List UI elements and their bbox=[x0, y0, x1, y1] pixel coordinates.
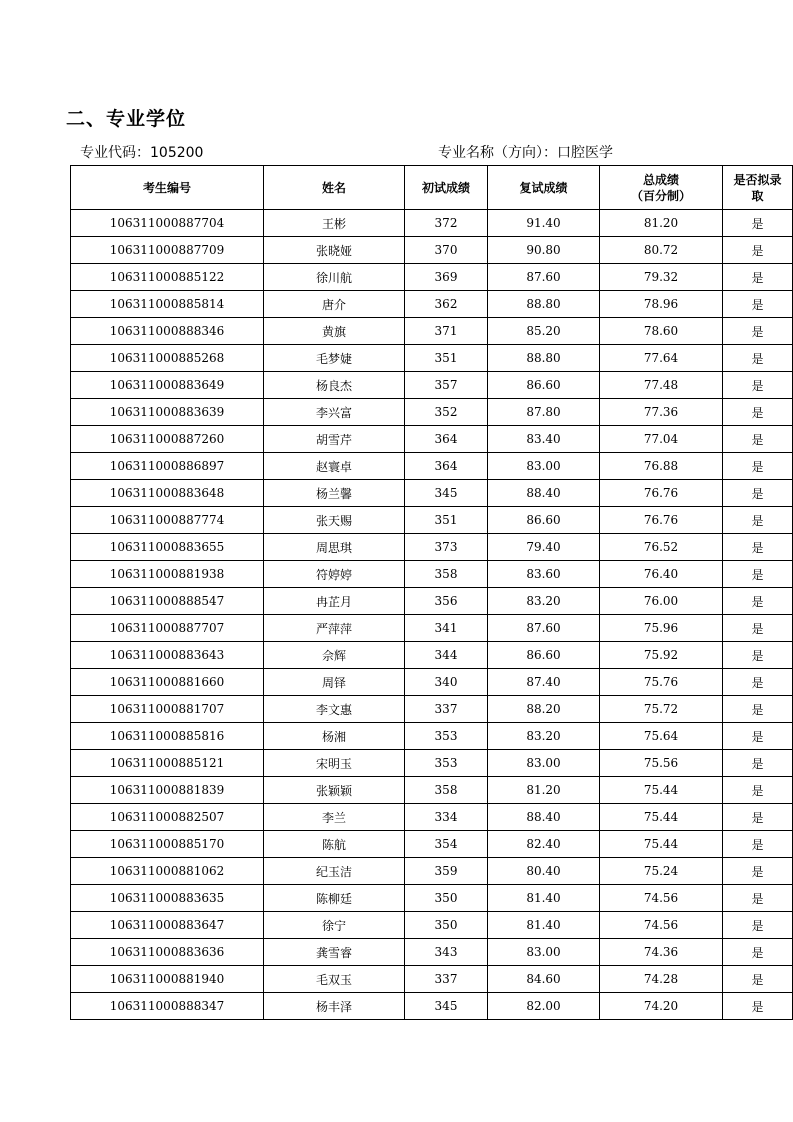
prelim-score-cell: 364 bbox=[405, 426, 488, 453]
retest-score-cell: 79.40 bbox=[488, 534, 600, 561]
retest-score-cell: 83.40 bbox=[488, 426, 600, 453]
candidate-id-cell: 106311000887707 bbox=[71, 615, 264, 642]
name-cell: 张晓娅 bbox=[264, 237, 405, 264]
name-cell: 严萍萍 bbox=[264, 615, 405, 642]
total-score-cell: 74.36 bbox=[600, 939, 723, 966]
table-row bbox=[71, 696, 793, 723]
table-row bbox=[71, 426, 793, 453]
admission-cell: 是 bbox=[723, 723, 793, 750]
retest-score-cell: 88.40 bbox=[488, 804, 600, 831]
prelim-score-cell: 358 bbox=[405, 561, 488, 588]
prelim-score-cell: 353 bbox=[405, 723, 488, 750]
prelim-score-cell: 337 bbox=[405, 696, 488, 723]
name-cell: 周铎 bbox=[264, 669, 405, 696]
prelim-score-cell: 350 bbox=[405, 912, 488, 939]
retest-score-cell: 91.40 bbox=[488, 210, 600, 237]
candidate-id-cell: 106311000883655 bbox=[71, 534, 264, 561]
candidate-id-cell: 106311000883643 bbox=[71, 642, 264, 669]
candidate-id-cell: 106311000883636 bbox=[71, 939, 264, 966]
name-cell: 毛双玉 bbox=[264, 966, 405, 993]
table-row bbox=[71, 939, 793, 966]
table-row bbox=[71, 480, 793, 507]
admission-cell: 是 bbox=[723, 993, 793, 1020]
table-row bbox=[71, 777, 793, 804]
header-name: 姓名 bbox=[264, 166, 405, 210]
prelim-score-cell: 357 bbox=[405, 372, 488, 399]
table-row bbox=[71, 318, 793, 345]
name-cell: 张颖颖 bbox=[264, 777, 405, 804]
name-cell: 徐宁 bbox=[264, 912, 405, 939]
table-row bbox=[71, 723, 793, 750]
prelim-score-cell: 341 bbox=[405, 615, 488, 642]
total-score-cell: 77.36 bbox=[600, 399, 723, 426]
table-row bbox=[71, 399, 793, 426]
total-score-cell: 74.28 bbox=[600, 966, 723, 993]
admission-cell: 是 bbox=[723, 210, 793, 237]
retest-score-cell: 81.20 bbox=[488, 777, 600, 804]
retest-score-cell: 83.00 bbox=[488, 453, 600, 480]
candidate-id-cell: 106311000887774 bbox=[71, 507, 264, 534]
admission-cell: 是 bbox=[723, 264, 793, 291]
admission-cell: 是 bbox=[723, 885, 793, 912]
name-cell: 赵寰卓 bbox=[264, 453, 405, 480]
retest-score-cell: 86.60 bbox=[488, 372, 600, 399]
name-cell: 杨兰馨 bbox=[264, 480, 405, 507]
name-cell: 李兰 bbox=[264, 804, 405, 831]
name-cell: 黄旗 bbox=[264, 318, 405, 345]
table-row bbox=[71, 831, 793, 858]
prelim-score-cell: 351 bbox=[405, 507, 488, 534]
table-row bbox=[71, 588, 793, 615]
name-cell: 王彬 bbox=[264, 210, 405, 237]
prelim-score-cell: 350 bbox=[405, 885, 488, 912]
name-cell: 杨湘 bbox=[264, 723, 405, 750]
table-row bbox=[71, 264, 793, 291]
major-name: 专业名称（方向）：口腔医学 bbox=[438, 145, 613, 161]
prelim-score-cell: 369 bbox=[405, 264, 488, 291]
total-score-cell: 81.20 bbox=[600, 210, 723, 237]
prelim-score-cell: 356 bbox=[405, 588, 488, 615]
name-cell: 毛梦婕 bbox=[264, 345, 405, 372]
table-row bbox=[71, 885, 793, 912]
prelim-score-cell: 359 bbox=[405, 858, 488, 885]
name-cell: 冉芷月 bbox=[264, 588, 405, 615]
total-score-cell: 74.56 bbox=[600, 912, 723, 939]
candidate-id-cell: 106311000883648 bbox=[71, 480, 264, 507]
candidate-id-cell: 106311000885268 bbox=[71, 345, 264, 372]
table-row bbox=[71, 912, 793, 939]
table-row bbox=[71, 561, 793, 588]
total-score-cell: 78.96 bbox=[600, 291, 723, 318]
admission-cell: 是 bbox=[723, 372, 793, 399]
total-score-cell: 74.20 bbox=[600, 993, 723, 1020]
total-score-cell: 80.72 bbox=[600, 237, 723, 264]
name-cell: 胡雪芹 bbox=[264, 426, 405, 453]
prelim-score-cell: 371 bbox=[405, 318, 488, 345]
retest-score-cell: 83.20 bbox=[488, 723, 600, 750]
retest-score-cell: 88.80 bbox=[488, 291, 600, 318]
total-score-cell: 75.92 bbox=[600, 642, 723, 669]
candidate-id-cell: 106311000888346 bbox=[71, 318, 264, 345]
candidate-id-cell: 106311000881839 bbox=[71, 777, 264, 804]
table-body bbox=[71, 210, 793, 1020]
table-row bbox=[71, 804, 793, 831]
prelim-score-cell: 373 bbox=[405, 534, 488, 561]
prelim-score-cell: 334 bbox=[405, 804, 488, 831]
prelim-score-cell: 337 bbox=[405, 966, 488, 993]
total-score-cell: 75.44 bbox=[600, 804, 723, 831]
name-cell: 陈柳廷 bbox=[264, 885, 405, 912]
retest-score-cell: 83.00 bbox=[488, 750, 600, 777]
name-cell: 唐介 bbox=[264, 291, 405, 318]
total-score-cell: 75.64 bbox=[600, 723, 723, 750]
admission-cell: 是 bbox=[723, 831, 793, 858]
admission-cell: 是 bbox=[723, 777, 793, 804]
retest-score-cell: 83.60 bbox=[488, 561, 600, 588]
total-score-cell: 76.76 bbox=[600, 480, 723, 507]
admission-cell: 是 bbox=[723, 804, 793, 831]
name-cell: 符婷婷 bbox=[264, 561, 405, 588]
total-score-cell: 78.60 bbox=[600, 318, 723, 345]
prelim-score-cell: 354 bbox=[405, 831, 488, 858]
admission-cell: 是 bbox=[723, 426, 793, 453]
table-row bbox=[71, 642, 793, 669]
retest-score-cell: 88.40 bbox=[488, 480, 600, 507]
name-cell: 杨良杰 bbox=[264, 372, 405, 399]
candidate-id-cell: 106311000883649 bbox=[71, 372, 264, 399]
header-retest-score: 复试成绩 bbox=[488, 166, 600, 210]
retest-score-cell: 83.20 bbox=[488, 588, 600, 615]
retest-score-cell: 86.60 bbox=[488, 642, 600, 669]
prelim-score-cell: 358 bbox=[405, 777, 488, 804]
name-cell: 李文惠 bbox=[264, 696, 405, 723]
candidate-id-cell: 106311000888347 bbox=[71, 993, 264, 1020]
total-score-cell: 75.44 bbox=[600, 777, 723, 804]
prelim-score-cell: 362 bbox=[405, 291, 488, 318]
prelim-score-cell: 364 bbox=[405, 453, 488, 480]
table-row bbox=[71, 507, 793, 534]
admission-cell: 是 bbox=[723, 669, 793, 696]
header-admission-line2: 取 bbox=[751, 188, 764, 203]
table-row bbox=[71, 210, 793, 237]
admission-cell: 是 bbox=[723, 615, 793, 642]
table-row bbox=[71, 669, 793, 696]
admission-cell: 是 bbox=[723, 534, 793, 561]
candidate-id-cell: 106311000887704 bbox=[71, 210, 264, 237]
total-score-cell: 77.04 bbox=[600, 426, 723, 453]
retest-score-cell: 88.20 bbox=[488, 696, 600, 723]
admission-cell: 是 bbox=[723, 453, 793, 480]
header-admission bbox=[723, 166, 793, 210]
total-score-cell: 76.88 bbox=[600, 453, 723, 480]
admission-cell: 是 bbox=[723, 858, 793, 885]
total-score-cell: 76.52 bbox=[600, 534, 723, 561]
total-score-cell: 75.72 bbox=[600, 696, 723, 723]
candidate-id-cell: 106311000883647 bbox=[71, 912, 264, 939]
total-score-cell: 77.48 bbox=[600, 372, 723, 399]
admission-cell: 是 bbox=[723, 966, 793, 993]
prelim-score-cell: 370 bbox=[405, 237, 488, 264]
total-score-cell: 75.44 bbox=[600, 831, 723, 858]
candidate-id-cell: 106311000887709 bbox=[71, 237, 264, 264]
total-score-cell: 76.40 bbox=[600, 561, 723, 588]
total-score-cell: 75.24 bbox=[600, 858, 723, 885]
total-score-cell: 74.56 bbox=[600, 885, 723, 912]
header-prelim-score: 初试成绩 bbox=[405, 166, 488, 210]
major-code: 专业代码：105200 bbox=[80, 145, 204, 161]
header-total-line1: 总成绩 bbox=[642, 172, 679, 187]
name-cell: 陈航 bbox=[264, 831, 405, 858]
header-admission-line1: 是否拟录 bbox=[733, 172, 782, 187]
candidate-id-cell: 106311000885170 bbox=[71, 831, 264, 858]
admission-cell: 是 bbox=[723, 912, 793, 939]
total-score-cell: 75.96 bbox=[600, 615, 723, 642]
candidate-id-cell: 106311000885121 bbox=[71, 750, 264, 777]
admission-cell: 是 bbox=[723, 237, 793, 264]
candidate-id-cell: 106311000885122 bbox=[71, 264, 264, 291]
name-cell: 周思琪 bbox=[264, 534, 405, 561]
retest-score-cell: 82.40 bbox=[488, 831, 600, 858]
table-row bbox=[71, 291, 793, 318]
candidate-id-cell: 106311000885816 bbox=[71, 723, 264, 750]
admission-cell: 是 bbox=[723, 291, 793, 318]
name-cell: 佘辉 bbox=[264, 642, 405, 669]
admission-cell: 是 bbox=[723, 345, 793, 372]
table-row bbox=[71, 372, 793, 399]
candidate-id-cell: 106311000881938 bbox=[71, 561, 264, 588]
retest-score-cell: 88.80 bbox=[488, 345, 600, 372]
name-cell: 龚雪睿 bbox=[264, 939, 405, 966]
candidate-id-cell: 106311000882507 bbox=[71, 804, 264, 831]
candidate-id-cell: 106311000881940 bbox=[71, 966, 264, 993]
table-row bbox=[71, 993, 793, 1020]
name-cell: 杨丰泽 bbox=[264, 993, 405, 1020]
name-cell: 纪玉洁 bbox=[264, 858, 405, 885]
header-total-line2: （百分制） bbox=[630, 188, 691, 203]
name-cell: 张天赐 bbox=[264, 507, 405, 534]
table-row bbox=[71, 237, 793, 264]
candidate-id-cell: 106311000886897 bbox=[71, 453, 264, 480]
total-score-cell: 77.64 bbox=[600, 345, 723, 372]
table-row bbox=[71, 453, 793, 480]
candidate-id-cell: 106311000881707 bbox=[71, 696, 264, 723]
admission-cell: 是 bbox=[723, 696, 793, 723]
total-score-cell: 75.56 bbox=[600, 750, 723, 777]
retest-score-cell: 87.60 bbox=[488, 264, 600, 291]
admission-cell: 是 bbox=[723, 318, 793, 345]
prelim-score-cell: 351 bbox=[405, 345, 488, 372]
table-row bbox=[71, 966, 793, 993]
major-info-row bbox=[70, 142, 724, 164]
prelim-score-cell: 353 bbox=[405, 750, 488, 777]
retest-score-cell: 86.60 bbox=[488, 507, 600, 534]
candidate-id-cell: 106311000887260 bbox=[71, 426, 264, 453]
retest-score-cell: 85.20 bbox=[488, 318, 600, 345]
admission-cell: 是 bbox=[723, 561, 793, 588]
name-cell: 宋明玉 bbox=[264, 750, 405, 777]
prelim-score-cell: 352 bbox=[405, 399, 488, 426]
prelim-score-cell: 340 bbox=[405, 669, 488, 696]
candidate-id-cell: 106311000883639 bbox=[71, 399, 264, 426]
retest-score-cell: 87.60 bbox=[488, 615, 600, 642]
table-row bbox=[71, 615, 793, 642]
candidate-id-cell: 106311000888547 bbox=[71, 588, 264, 615]
candidate-id-cell: 106311000883635 bbox=[71, 885, 264, 912]
retest-score-cell: 87.80 bbox=[488, 399, 600, 426]
retest-score-cell: 84.60 bbox=[488, 966, 600, 993]
prelim-score-cell: 345 bbox=[405, 480, 488, 507]
candidate-id-cell: 106311000881660 bbox=[71, 669, 264, 696]
retest-score-cell: 90.80 bbox=[488, 237, 600, 264]
table-header-row bbox=[71, 166, 793, 210]
admission-cell: 是 bbox=[723, 939, 793, 966]
admission-cell: 是 bbox=[723, 750, 793, 777]
total-score-cell: 76.76 bbox=[600, 507, 723, 534]
header-candidate-id: 考生编号 bbox=[71, 166, 264, 210]
name-cell: 李兴富 bbox=[264, 399, 405, 426]
admission-cell: 是 bbox=[723, 399, 793, 426]
admission-cell: 是 bbox=[723, 507, 793, 534]
total-score-cell: 76.00 bbox=[600, 588, 723, 615]
retest-score-cell: 82.00 bbox=[488, 993, 600, 1020]
prelim-score-cell: 343 bbox=[405, 939, 488, 966]
retest-score-cell: 83.00 bbox=[488, 939, 600, 966]
header-total-score bbox=[600, 166, 723, 210]
admission-cell: 是 bbox=[723, 480, 793, 507]
name-cell: 徐川航 bbox=[264, 264, 405, 291]
admission-cell: 是 bbox=[723, 588, 793, 615]
total-score-cell: 75.76 bbox=[600, 669, 723, 696]
prelim-score-cell: 372 bbox=[405, 210, 488, 237]
retest-score-cell: 81.40 bbox=[488, 885, 600, 912]
retest-score-cell: 80.40 bbox=[488, 858, 600, 885]
prelim-score-cell: 344 bbox=[405, 642, 488, 669]
prelim-score-cell: 345 bbox=[405, 993, 488, 1020]
table-row bbox=[71, 750, 793, 777]
retest-score-cell: 81.40 bbox=[488, 912, 600, 939]
table-row bbox=[71, 534, 793, 561]
candidate-id-cell: 106311000881062 bbox=[71, 858, 264, 885]
table-row bbox=[71, 858, 793, 885]
total-score-cell: 79.32 bbox=[600, 264, 723, 291]
admission-results-table bbox=[70, 165, 793, 1020]
admission-cell: 是 bbox=[723, 642, 793, 669]
retest-score-cell: 87.40 bbox=[488, 669, 600, 696]
table-row bbox=[71, 345, 793, 372]
candidate-id-cell: 106311000885814 bbox=[71, 291, 264, 318]
section-title: 二、专业学位 bbox=[66, 108, 187, 130]
